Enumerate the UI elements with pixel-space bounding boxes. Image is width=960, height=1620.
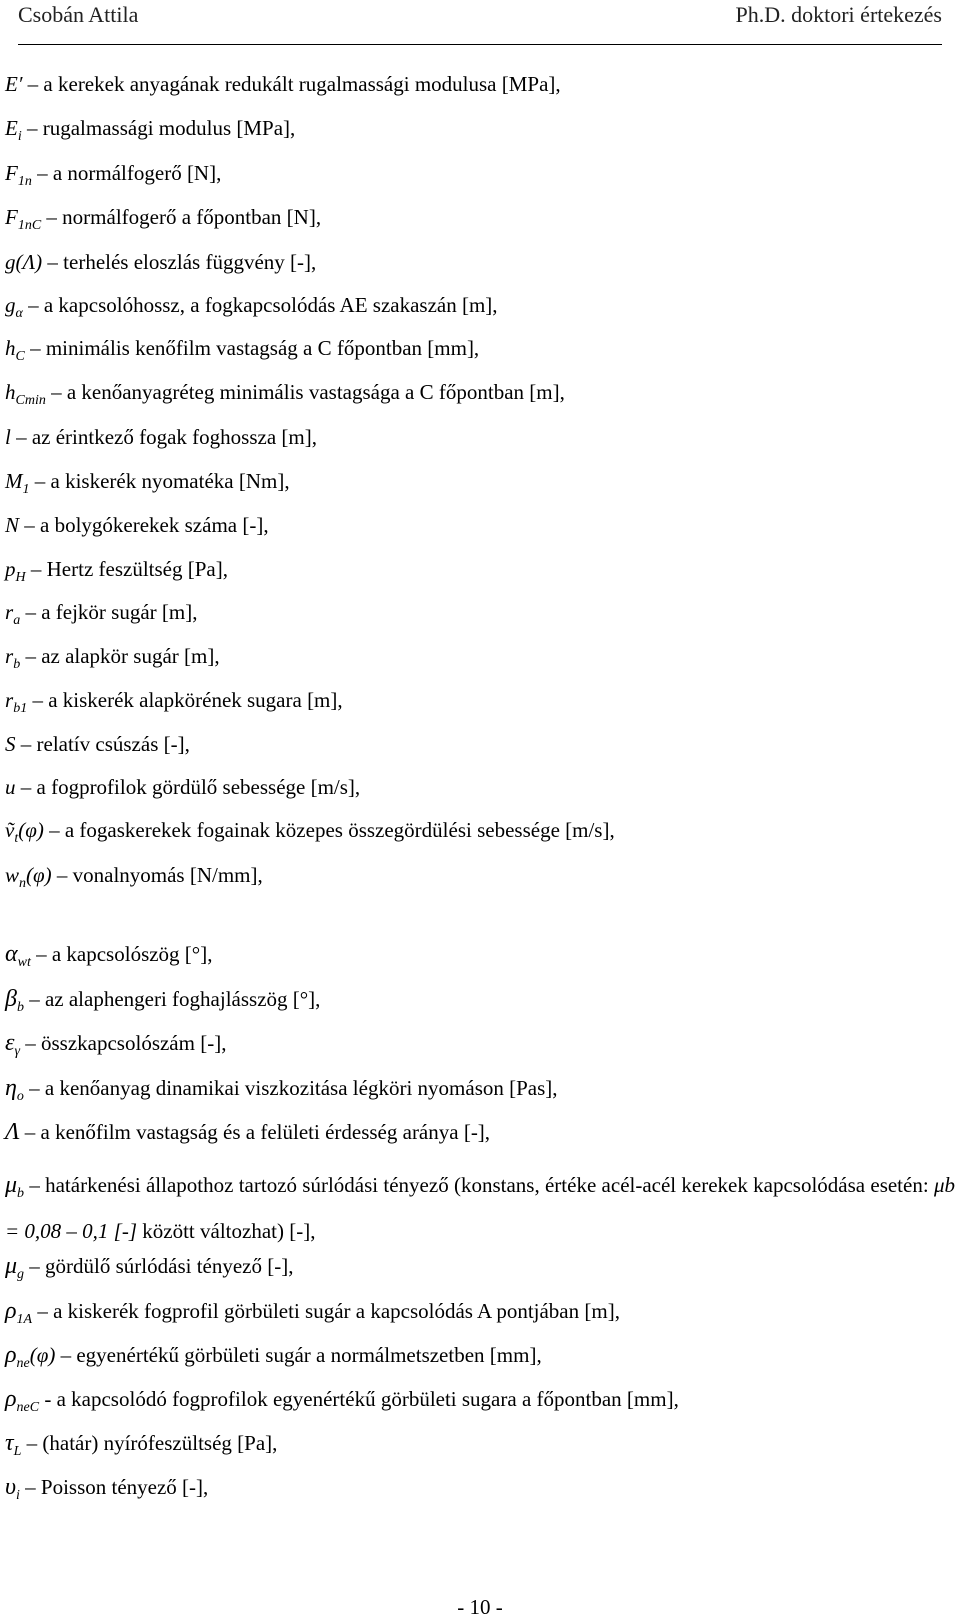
symbol-description-end: között változhat) [-], <box>142 1219 316 1243</box>
symbol-description: vonalnyomás [N/mm], <box>72 863 263 887</box>
symbol-entry <box>5 642 955 670</box>
symbol-entry <box>5 1385 955 1413</box>
symbol-subscript: b <box>16 1000 24 1015</box>
symbol-entry <box>5 940 955 968</box>
symbol: $r_a$ <box>5 600 21 628</box>
separator-dash: – <box>24 1173 46 1197</box>
symbol-entry <box>5 159 955 187</box>
symbol-entry <box>5 1118 955 1146</box>
symbol: $\varepsilon_\gamma$ <box>5 1030 20 1059</box>
symbol-description: a kapcsolószög [°], <box>51 942 213 966</box>
symbol-subscript: H <box>15 570 26 585</box>
symbol: $F_{1nC}$ <box>5 205 42 233</box>
symbol-description: minimális kenőfilm vastagság a C főpontban [mm], <box>45 336 480 360</box>
separator-dash: – <box>15 732 37 756</box>
symbol: $\rho_{1A}$ <box>5 1298 33 1327</box>
symbol: E′ <box>5 72 23 96</box>
symbol-subscript: 1 <box>22 482 30 497</box>
symbol: S <box>5 732 16 756</box>
symbol-entry <box>5 378 955 406</box>
separator-dash: – <box>24 336 46 360</box>
separator-dash: – <box>29 469 51 493</box>
symbol-subscript: C <box>15 349 25 364</box>
separator-dash: – <box>21 116 43 140</box>
symbol-entry <box>5 511 955 539</box>
symbol-entry <box>5 291 955 319</box>
separator-dash: – <box>22 293 44 317</box>
symbol-description: a kiskerék alapkörének sugara [m], <box>48 688 343 712</box>
symbol: N <box>5 513 20 537</box>
separator-dash: – <box>42 250 64 274</box>
symbol-description: a kenőfilm vastagság és a felületi érdesség aránya [-], <box>40 1120 491 1144</box>
symbol: $w_n(\varphi)$ <box>5 863 52 891</box>
symbol-description: rugalmassági modulus [MPa], <box>42 116 296 140</box>
symbol: $r_b$ <box>5 644 21 672</box>
symbol-entry <box>5 203 955 231</box>
symbol-entry <box>5 1252 955 1280</box>
symbol-subscript: o <box>16 1089 24 1104</box>
symbol: Λ <box>5 1119 20 1145</box>
symbol: $\rho_{ne}(\varphi)$ <box>5 1342 56 1371</box>
page-header <box>18 0 942 45</box>
separator-dash: – <box>45 380 67 404</box>
symbol-description: a bolygókerekek száma [-], <box>40 513 269 537</box>
symbol: $M_1$ <box>5 469 30 497</box>
symbol: $\alpha_{wt}$ <box>5 941 31 970</box>
symbol-entry <box>5 1297 955 1325</box>
symbol-entry <box>5 1473 955 1501</box>
symbol-description: összkapcsolószám [-], <box>41 1031 227 1055</box>
symbol-entry <box>5 1162 955 1254</box>
separator-dash: – <box>51 863 73 887</box>
symbol-description: terhelés eloszlás függvény [-], <box>63 250 317 274</box>
symbol-subscript: b <box>13 657 21 672</box>
symbol-entry <box>5 730 955 758</box>
symbol-description: a kenőanyagréteg minimális vastagsága a C főpontban [m], <box>66 380 565 404</box>
symbol-entry <box>5 773 955 801</box>
separator-dash: – <box>19 513 41 537</box>
symbol-subscript: g <box>17 1267 25 1282</box>
symbol-description: Hertz feszültség [Pa], <box>46 557 228 581</box>
symbol-entry <box>5 248 955 276</box>
symbol: $\mu_b$ <box>5 1172 25 1201</box>
separator-dash: – <box>55 1343 77 1367</box>
symbol-description: az alaphengeri foghajlásszög [°], <box>44 987 321 1011</box>
symbol: $r_{b1}$ <box>5 688 28 716</box>
symbol-subscript: 1nC <box>17 218 42 233</box>
header-author: Csobán Attila <box>18 2 139 27</box>
symbol-entry <box>5 467 955 495</box>
symbol-description: az alapkör sugár [m], <box>41 644 220 668</box>
symbol-entry <box>5 1074 955 1102</box>
symbol: $h_{Cmin}$ <box>5 380 46 408</box>
symbol-entry <box>5 1429 955 1457</box>
symbol: $\tau_L$ <box>5 1430 22 1459</box>
symbol-entry <box>5 555 955 583</box>
symbol-description: egyenértékű görbületi sugár a normálmetszetben [mm], <box>76 1343 542 1367</box>
separator-dash: – <box>15 775 37 799</box>
symbol-subscript: Cmin <box>15 393 46 408</box>
symbol-description: a kiskerék fogprofil görbületi sugár a kapcsolódás A pontjában [m], <box>53 1299 620 1323</box>
symbol-description: relatív csúszás [-], <box>36 732 190 756</box>
separator-dash: – <box>41 205 63 229</box>
symbol-entry <box>5 334 955 362</box>
symbol-subscript: a <box>13 613 21 628</box>
separator-dash: – <box>20 600 42 624</box>
symbol-entry <box>5 1341 955 1369</box>
inline-formula: μb = 0,08 – 0,1 [-] <box>5 1173 956 1243</box>
symbol-subscript: 1n <box>17 174 32 189</box>
separator-dash: – <box>20 644 42 668</box>
symbol: $p_H$ <box>5 557 26 585</box>
symbol-description: normálfogerő a főpontban [N], <box>62 205 322 229</box>
symbol-description: a kapcsolóhossz, a fogkapcsolódás AE szakaszán [m], <box>43 293 498 317</box>
symbol-subscript: ne <box>16 1356 30 1371</box>
symbol-entry <box>5 114 955 142</box>
symbol: $g_\alpha$ <box>5 293 23 321</box>
symbol: $E_i$ <box>5 116 22 144</box>
symbol: $h_C$ <box>5 336 25 364</box>
symbol-subscript: α <box>15 306 23 321</box>
separator-dash: - <box>39 1387 57 1411</box>
symbol-argument: (φ) <box>18 818 44 842</box>
symbol-argument: (φ) <box>26 863 52 887</box>
separator-dash: – <box>23 1076 45 1100</box>
header-doc-type: Ph.D. doktori értekezés <box>735 2 942 27</box>
symbol-description: Poisson tényező [-], <box>40 1475 209 1499</box>
symbol: $\mu_g$ <box>5 1253 25 1282</box>
separator-dash: – <box>10 425 32 449</box>
symbol: $\eta_o$ <box>5 1075 24 1104</box>
symbol-entry <box>5 686 955 714</box>
symbol-description: a fogprofilok gördülő sebessége [m/s], <box>36 775 361 799</box>
symbol-entry <box>5 70 955 98</box>
separator-dash: – <box>20 1031 41 1055</box>
symbol-entry <box>5 1029 955 1057</box>
symbol-subscript: i <box>17 129 22 144</box>
symbol-description: a kiskerék nyomatéka [Nm], <box>50 469 290 493</box>
symbol-description: a kenőanyag dinamikai viszkozitása légköri nyomáson [Pas], <box>44 1076 558 1100</box>
symbol-subscript: wt <box>17 955 31 970</box>
symbol: $F_{1n}$ <box>5 161 32 189</box>
symbol: $\upsilon_i$ <box>5 1474 20 1503</box>
symbol-entry <box>5 816 955 844</box>
symbol-subscript: neC <box>16 1400 40 1415</box>
symbol: ṽ$_t$(φ) <box>5 818 44 846</box>
symbol-description: a kapcsolódó fogprofilok egyenértékű görbületi sugara a főpontban [mm], <box>56 1387 679 1411</box>
separator-dash: – <box>19 1120 41 1144</box>
separator-dash: – <box>30 942 52 966</box>
separator-dash: – <box>43 818 65 842</box>
symbol: g(Λ) <box>5 250 43 274</box>
symbol: l <box>5 425 11 449</box>
symbol-subscript: b1 <box>13 701 28 716</box>
symbol-entry <box>5 598 955 626</box>
symbol-subscript: i <box>16 1488 20 1503</box>
separator-dash: – <box>22 72 44 96</box>
symbol-description: az érintkező fogak foghossza [m], <box>31 425 317 449</box>
separator-dash: – <box>32 1299 54 1323</box>
symbol-subscript: 1A <box>16 1312 33 1327</box>
symbol-description: a kerekek anyagának redukált rugalmassági modulusa [MPa], <box>43 72 561 96</box>
symbol-subscript: b <box>17 1186 25 1201</box>
separator-dash: – <box>21 1431 43 1455</box>
symbol-subscript: L <box>13 1444 22 1459</box>
symbol-description: a normálfogerő [N], <box>52 161 222 185</box>
symbol: $\rho_{neC}$ <box>5 1386 40 1415</box>
symbol-subscript: γ <box>14 1044 20 1059</box>
symbol-description: határkenési állapothoz tartozó súrlódási tényező (konstans, értéke acél-acél kerekek kapcsolódása esetén: <box>45 1173 929 1197</box>
separator-dash: – <box>24 1254 46 1278</box>
separator-dash: – <box>27 688 49 712</box>
symbol-subscript: n <box>19 876 27 891</box>
symbol: u <box>5 775 16 799</box>
symbol-description: a fogaskerekek fogainak közepes összegördülési sebessége [m/s], <box>64 818 615 842</box>
separator-dash: – <box>19 1475 41 1499</box>
symbol-entry <box>5 423 955 451</box>
symbol-subscript: t <box>14 831 19 846</box>
symbol-argument: (φ) <box>29 1343 56 1367</box>
symbol-description: (határ) nyírófeszültség [Pa], <box>42 1431 278 1455</box>
symbol-entry <box>5 985 955 1013</box>
symbol-entry <box>5 861 955 889</box>
separator-dash: – <box>23 987 45 1011</box>
symbol-description: a fejkör sugár [m], <box>41 600 198 624</box>
symbol: $\beta_b$ <box>5 986 24 1015</box>
separator-dash: – <box>31 161 53 185</box>
symbol-description: gördülő súrlódási tényező [-], <box>45 1254 294 1278</box>
page-number: - 10 - <box>457 1595 503 1619</box>
separator-dash: – <box>25 557 47 581</box>
